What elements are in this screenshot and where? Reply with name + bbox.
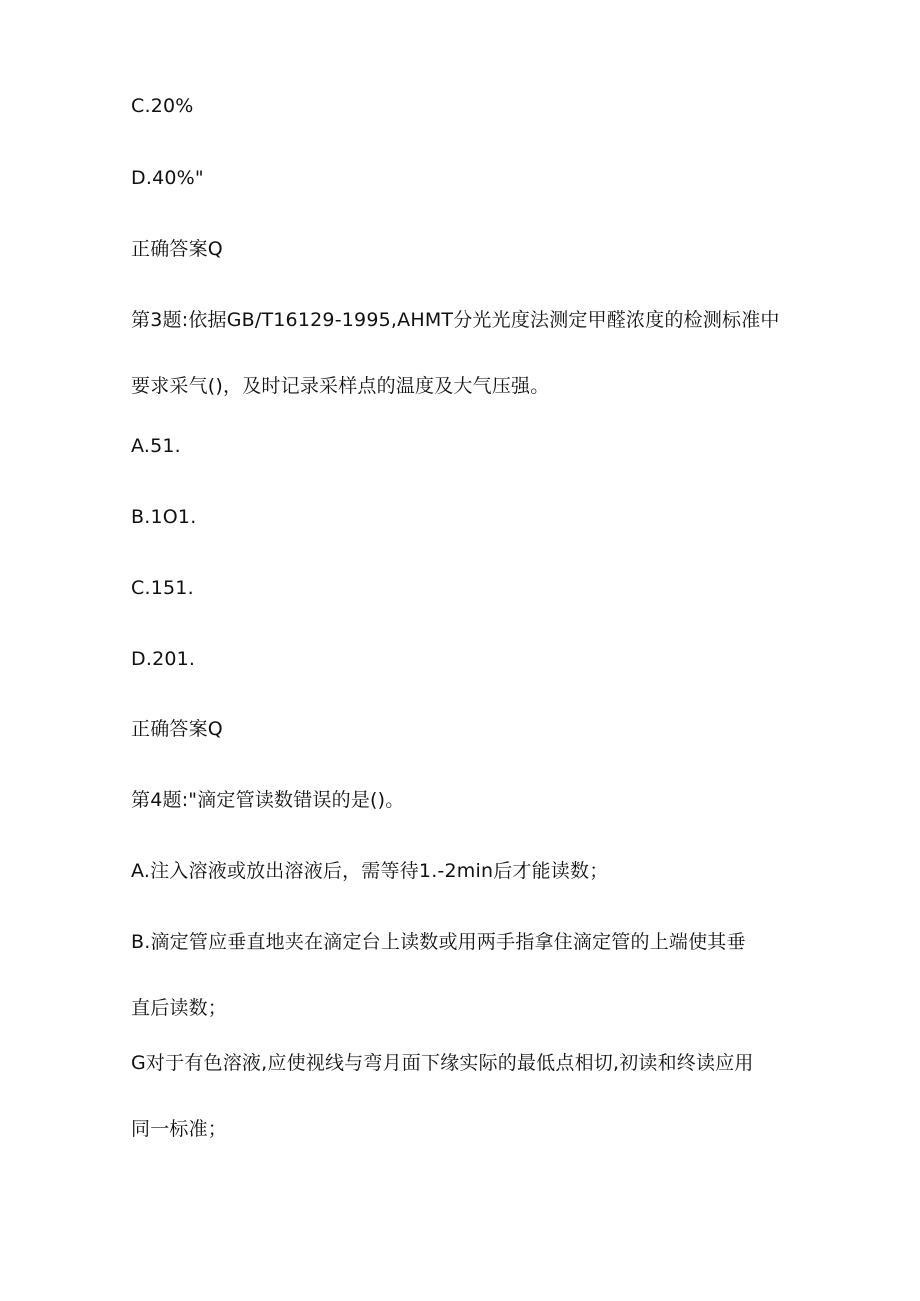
q2-answer-label: 正确答案Q (131, 238, 223, 260)
q2-option-d: D.40%" (131, 167, 204, 189)
q3-option-d: D.201. (131, 648, 196, 670)
q4-option-c (131, 1051, 791, 1141)
q4-option-b-line1: B.滴定管应垂直地夹在滴定台上读数或用两手指拿住滴定管的上端使其垂 (131, 931, 746, 953)
q4-option-c-line2: 同一标准； (131, 1118, 228, 1140)
q3-option-c: C.151. (131, 577, 194, 599)
q3-option-b: B.1O1. (131, 506, 197, 528)
q3-answer-label: 正确答案Q (131, 718, 223, 740)
q2-option-c: C.20% (131, 95, 194, 117)
q3-stem-line2: 要求采气()，及时记录采样点的温度及大气压强。 (131, 375, 550, 397)
q4-stem: 第4题:"滴定管读数错误的是()。 (131, 789, 405, 811)
q4-option-a: A.注入溶液或放出溶液后，需等待1.-2min后才能读数； (131, 860, 609, 882)
q3-option-a: A.51. (131, 435, 181, 457)
q3-stem (131, 308, 791, 398)
q3-stem-line1: 第3题:依据GB/T16129-1995,AHMT分光光度法测定甲醛浓度的检测标准中 (131, 309, 780, 331)
q4-option-c-line1: G对于有色溶液,应使视线与弯月面下缘实际的最低点相切,初读和终读应用 (131, 1052, 754, 1074)
q4-option-b (131, 930, 791, 1020)
q4-option-b-line2: 直后读数； (131, 997, 228, 1019)
